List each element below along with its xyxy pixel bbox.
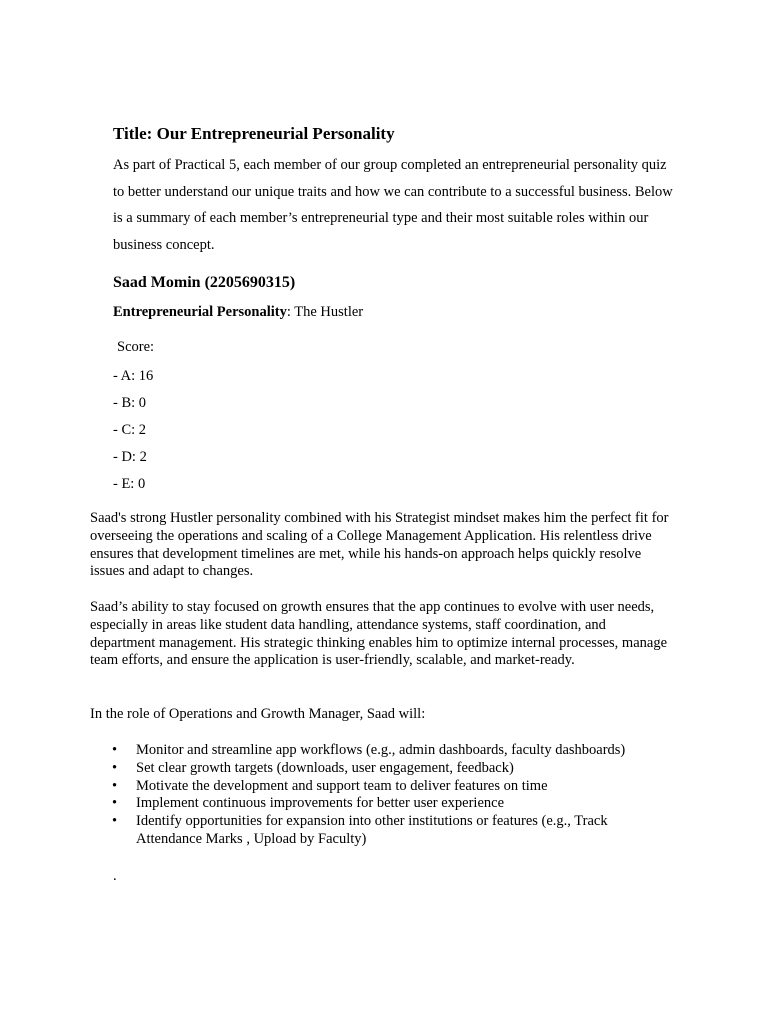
score-list xyxy=(113,366,153,501)
score-item-e: - E: 0 xyxy=(113,476,146,492)
trailing-period: . xyxy=(113,868,117,884)
role-item xyxy=(90,795,670,813)
role-item-text: Monitor and streamline app workflows (e.g., admin dashboards, faculty dashboards) xyxy=(136,742,626,758)
bullet-icon: • xyxy=(112,777,118,794)
role-item xyxy=(90,742,670,760)
bullet-icon: • xyxy=(112,742,118,758)
personality-label: Entrepreneurial Personality xyxy=(113,304,287,320)
role-item-text: Motivate the development and support team to deliver features on time xyxy=(136,777,548,794)
role-item xyxy=(90,778,670,796)
score-item-d: - D: 2 xyxy=(113,449,147,465)
role-item-text: Identify opportunities for expansion into other institutions or features (e.g., Track Attendance Marks , Upload by Faculty) xyxy=(136,813,608,847)
role-item xyxy=(90,760,670,778)
paragraph-growth-focus: Saad’s ability to stay focused on growth ensures that the app continues to evolve with user needs, especially in areas like student data handling, attendance systems, staff coordination, and department management. His strategic thinking enables him to optimize internal processes, manage team efforts, and ensure the application is user-friendly, scalable, and market-ready. xyxy=(90,599,668,669)
document-title: Title: Our Entrepreneurial Personality xyxy=(113,124,395,143)
bullet-icon: • xyxy=(112,795,118,812)
personality-line xyxy=(113,304,363,321)
personality-value: The Hustler xyxy=(294,304,364,320)
role-list xyxy=(90,742,670,849)
bullet-icon: • xyxy=(112,759,118,776)
score-item-b: - B: 0 xyxy=(113,395,147,411)
paragraph-hustler-summary: Saad's strong Hustler personality combined with his Strategist mindset makes him the perfect fit for overseeing the operations and scaling of a College Management Application. His relentless drive ensures that development timelines are met, while his hands-on approach helps quickly resolve issues and adapt to changes. xyxy=(90,510,669,580)
member-heading: Saad Momin (2205690315) xyxy=(113,274,296,291)
role-item xyxy=(90,813,670,849)
bullet-icon: • xyxy=(112,813,118,830)
score-label: Score: xyxy=(117,339,155,355)
paragraph-role-intro: In the role of Operations and Growth Manager, Saad will: xyxy=(90,706,426,722)
intro-paragraph: As part of Practical 5, each member of our group completed an entrepreneurial personality quiz to better understand our unique traits and how we can contribute to a successful business. Below is a summary of each member’s entrepreneurial type and their most suitable roles within our business concept. xyxy=(113,157,673,253)
score-item-a: - A: 16 xyxy=(113,368,154,384)
score-item-c: - C: 2 xyxy=(113,422,147,438)
personality-separator: : xyxy=(286,304,295,320)
role-item-text: Implement continuous improvements for better user experience xyxy=(136,795,505,812)
role-item-text: Set clear growth targets (downloads, user engagement, feedback) xyxy=(136,759,514,776)
